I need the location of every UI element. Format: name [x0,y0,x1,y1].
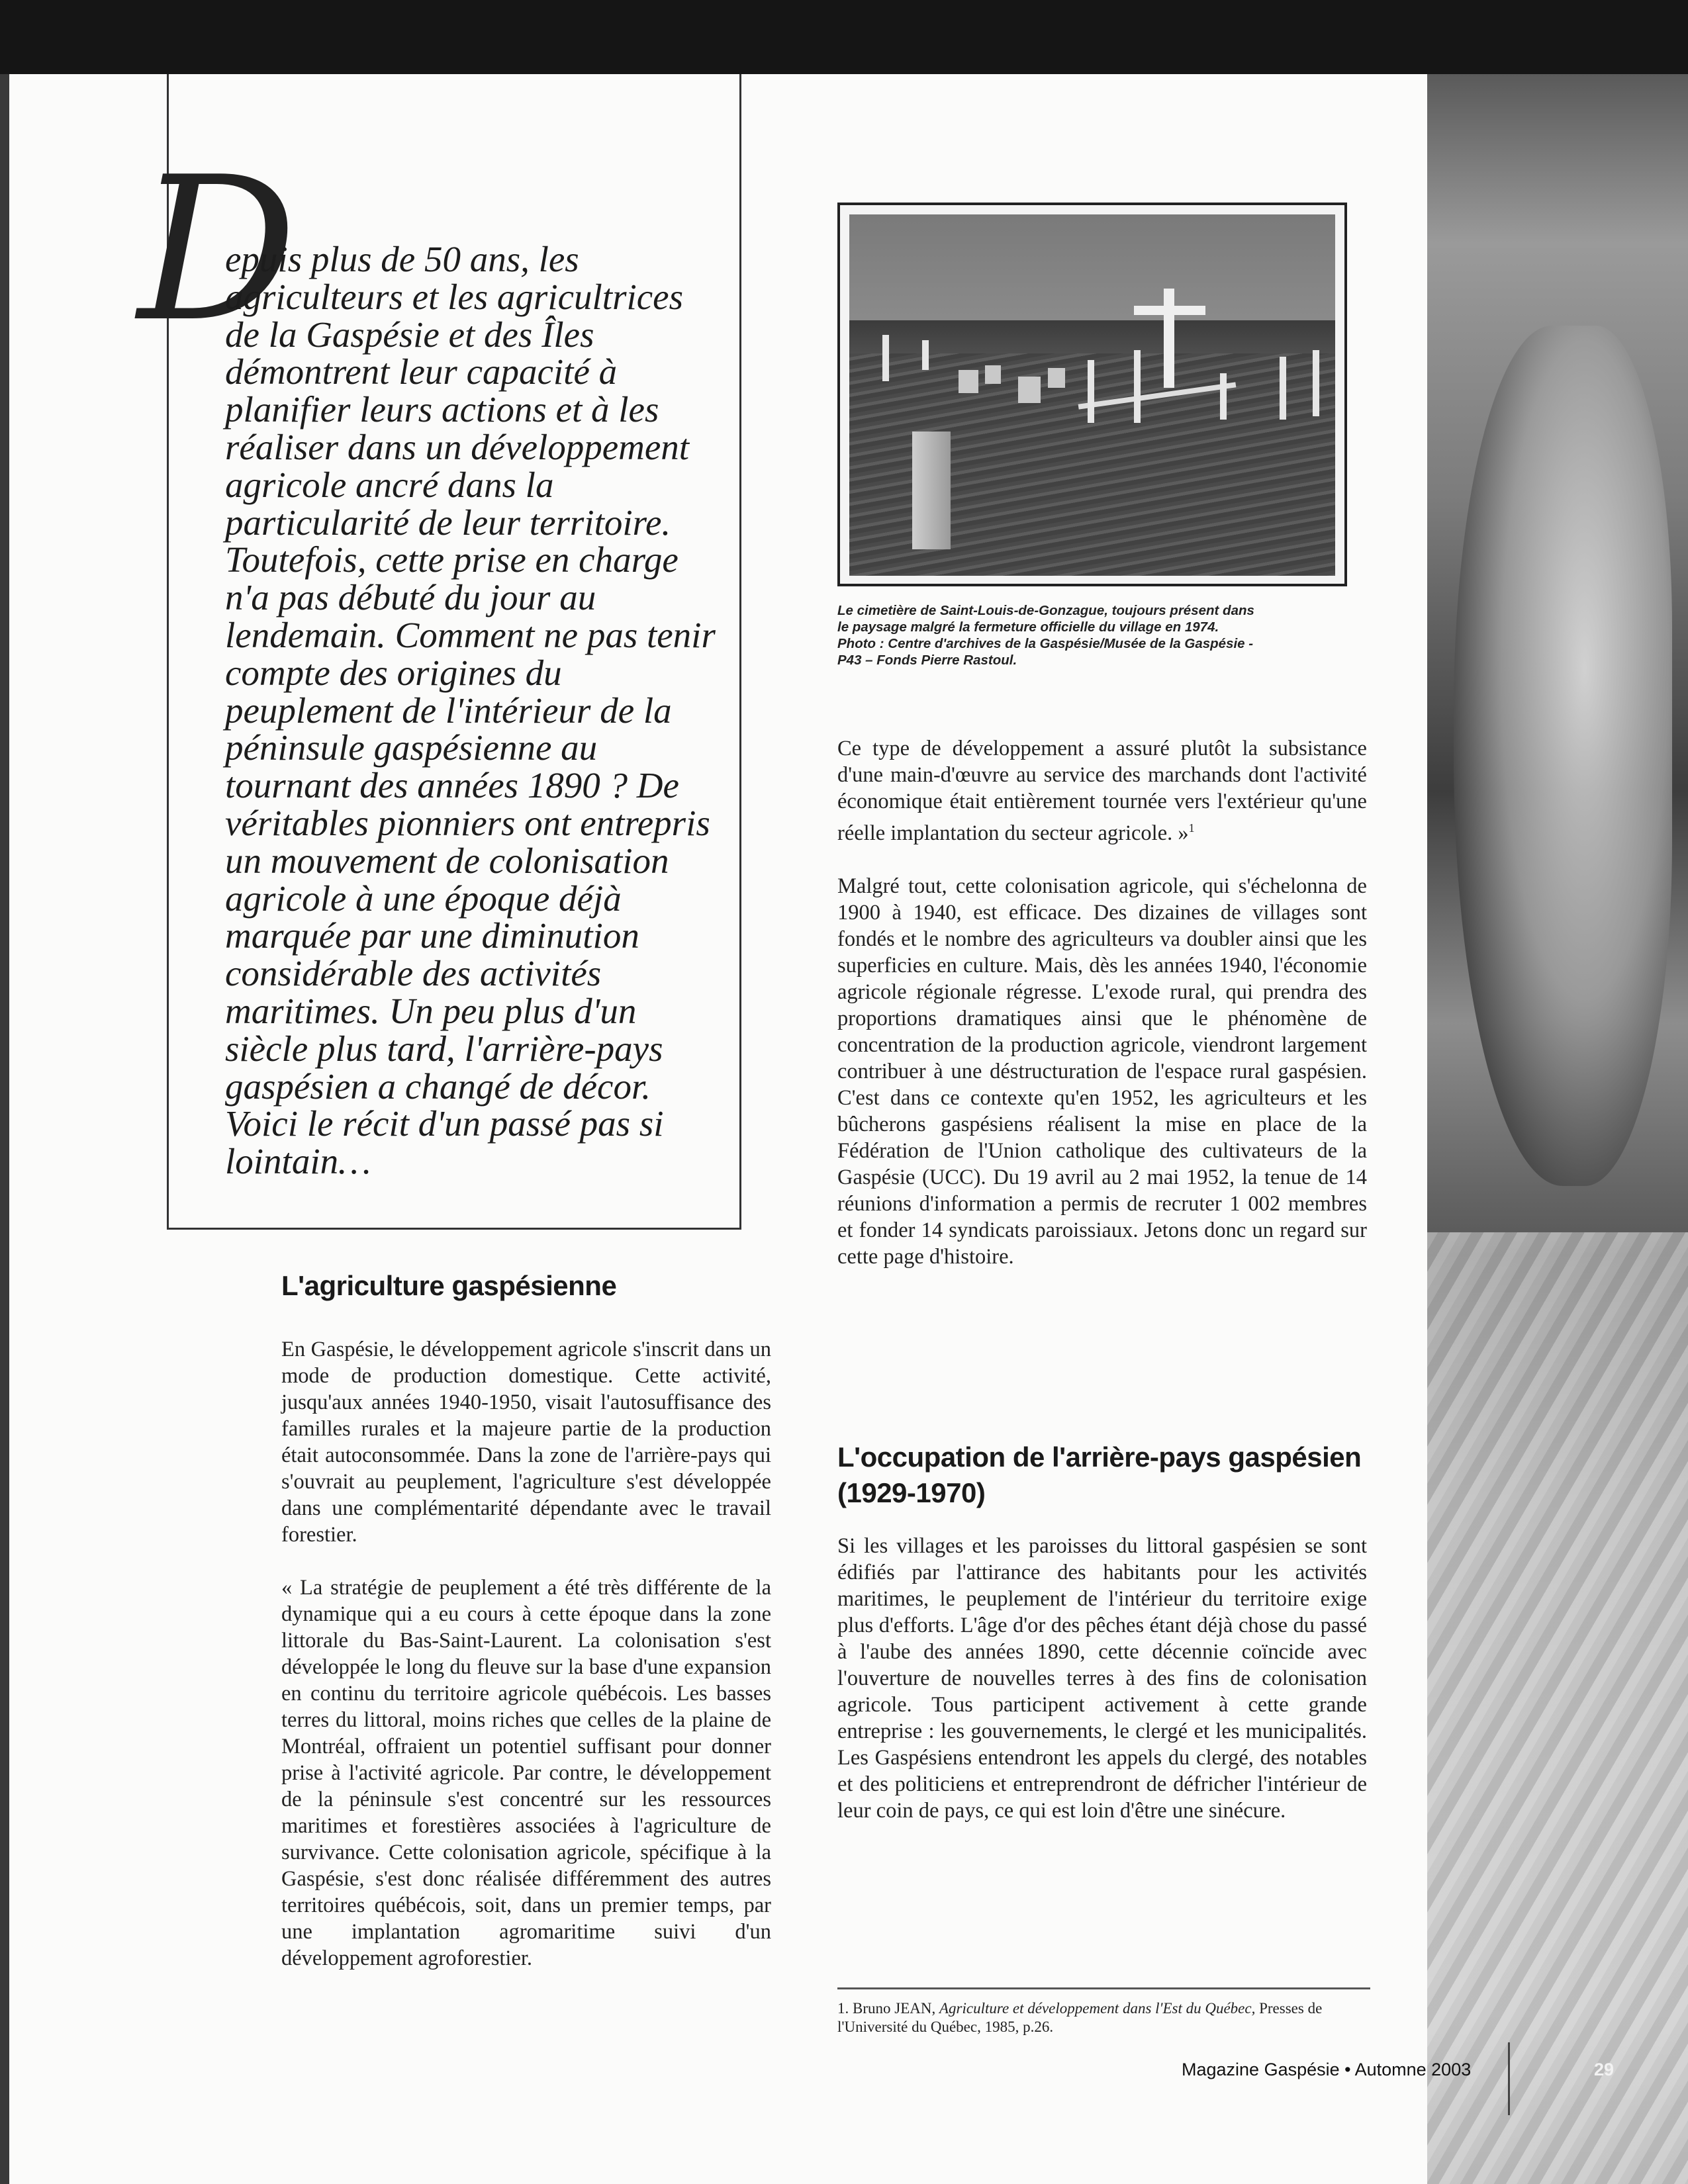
cross-horizontal [1134,306,1205,315]
caption-line: P43 – Fonds Pierre Rastoul. [837,653,1017,668]
footer-magazine-name: Magazine Gaspésie • Automne 2003 [1182,2060,1472,2079]
footer-divider [1508,2042,1510,2115]
gravestone [959,370,978,393]
left-column [281,1336,771,1972]
paragraph: Malgré tout, cette colonisation agricole, qui s'échelonna de 1900 à 1940, est efficace. Des dizaines de villages sont fondés et le nombre des agriculteurs va doubler ainsi que les superficies en culture. Mais, dès les années 1940, l'économie agricole régionale régresse. L'exode rural, qui prendra des proportions dramatiques ainsi que le phénomène de concentration de la production agricole, viendront largement contribuer à une déstructuration de l'espace rural gaspésien. C'est dans ce contexte qu'en 1952, les agriculteurs et les bûcherons gaspésiens réalisent la mise en place de la Fédération de l'Union catholique des cultivateurs de la Gaspésie (UCC). Du 19 avril au 2 mai 1952, la tenue de 14 réunions d'information a permis de recruter 1 002 membres et fonder 14 syndicats paroissiaux. Jetons donc un regard sur cette page d'histoire. [837,874,1367,1269]
footnote-author: Bruno JEAN, [853,2000,936,2017]
intro-dropcap: D [138,134,297,365]
footnote-publisher: Presses de l'Université du Québec, 1985, p.26. [837,2000,1323,2035]
footnote-number: 1. [837,2000,849,2017]
page-number: 29 [1594,2060,1615,2079]
footnote [837,1999,1367,2036]
fence-post [1313,350,1319,416]
paragraph: En Gaspésie, le développement agricole s'inscrit dans un mode de production domestique. Cette activité, jusqu'aux années 1940-1950, visait l'autosuffisance des familles rurales et la majeure partie de la production était autoconsommée. Dans la zone de l'arrière-pays qui s'ouvrait au peuplement, l'agriculture s'est développée dans une complémentarité dépendante avec le travail forestier. [281,1338,771,1547]
page-edge-shadow [0,74,9,2184]
paragraph: Si les villages et les paroisses du littoral gaspésien se sont édifiés par l'attirance des habitants pour les activités maritimes, le peuplement de l'intérieur du territoire exige plus d'efforts. L'âge d'or des pêches étant déjà chose du passé à l'aube des années 1890, cette décennie coïncide avec l'ouverture de nouvelles terres à des fins de colonisation agricole. Tous participent activement à cette grande entreprise : les gouvernements, le clergé et les municipalités. Les Gaspésiens entendront les appels du clergé, des notables et des politiciens et entreprendront de défricher l'intérieur de leur coin de pays, ce qui est loin d'être une sinécure. [837,1534,1367,1823]
cross-vertical [1164,289,1174,388]
gravestone [985,365,1001,384]
fence-post [922,340,929,370]
footnote-book-title: Agriculture et développement dans l'Est du Québec, [939,2000,1256,2017]
photo-caption [837,602,1347,668]
fence-post [1280,357,1286,420]
side-photo-cow [1427,74,1688,2184]
gravestone [1048,368,1065,388]
cow-silhouette [1454,326,1672,1186]
intro-paragraph: epuis plus de 50 ans, les agriculteurs et les agricultrices de la Gaspésie et des Îles démontrent leur capacité à planifier leurs actions et à les réaliser dans un développement agricole ancré dans la particularité de leur territoire. Toutefois, cette prise en charge n'a pas débuté du jour au lendemain. Comment ne pas tenir compte des origines du peuplement de l'intérieur de la péninsule gaspésienne au tournant des années 1890 ? De véritables pionniers ont entrepris un mouvement de colonisation agricole à une époque déjà marquée par une diminution considérable des activités maritimes. Un peu plus d'un siècle plus tard, l'arrière-pays gaspésien a changé de décor. Voici le récit d'un passé pas si lointain… [225,239,716,1182]
fence-post [1134,350,1141,423]
section-heading-occupation: L'occupation de l'arrière-pays gaspésien (1929-1970) [837,1441,1362,1508]
fence-post [1220,373,1227,420]
top-black-band [0,0,1688,74]
obelisk-monument [912,432,951,549]
paragraph-text: Ce type de développement a assuré plutôt la subsistance d'une main-d'œuvre au service des marchands dont l'activité économique était entièrement tournée vers l'extérieur qu'une réelle implantation du secteur agricole. » [837,737,1367,845]
photo-sky [849,214,1335,337]
right-column-bottom [837,1533,1367,1824]
caption-line: le paysage malgré la fermeture officielle du village en 1974. [837,619,1219,635]
section-heading-agriculture: L'agriculture gaspésienne [281,1270,617,1301]
caption-line: Photo : Centre d'archives de la Gaspésie/Musée de la Gaspésie - [837,636,1254,651]
right-column-top [837,735,1367,1270]
footnote-ref: 1 [1188,821,1195,835]
fence-post [882,335,889,381]
caption-line: Le cimetière de Saint-Louis-de-Gonzague, toujours présent dans [837,603,1254,618]
gravestone [1018,377,1041,403]
paragraph [837,735,1367,846]
fence-post [1088,360,1094,423]
footnote-divider [837,1987,1370,1989]
cemetery-photo [849,214,1335,576]
ground-texture [1427,1232,1688,2184]
paragraph: « La stratégie de peuplement a été très différente de la dynamique qui a eu cours à cette époque dans la zone littorale du Bas-Saint-Laurent. La colonisation s'est développée le long du fleuve sur la base d'une expansion en continu du territoire agricole québécois. Les basses terres du littoral, moins riches que celles de la plaine de Montréal, offraient un potentiel suffisant pour donner prise à l'activité agricole. Par contre, le développement de la péninsule s'est concentré sur les ressources maritimes et forestières associées à l'agriculture de survivance. Cette colonisation agricole, spécifique à la Gaspésie, s'est donc réalisée différemment des autres territoires québécois, soit, dans un premier temps, par une implantation agromaritime suivi d'un développement agroforestier. [281,1576,771,1970]
cemetery-photo-frame [837,203,1347,586]
